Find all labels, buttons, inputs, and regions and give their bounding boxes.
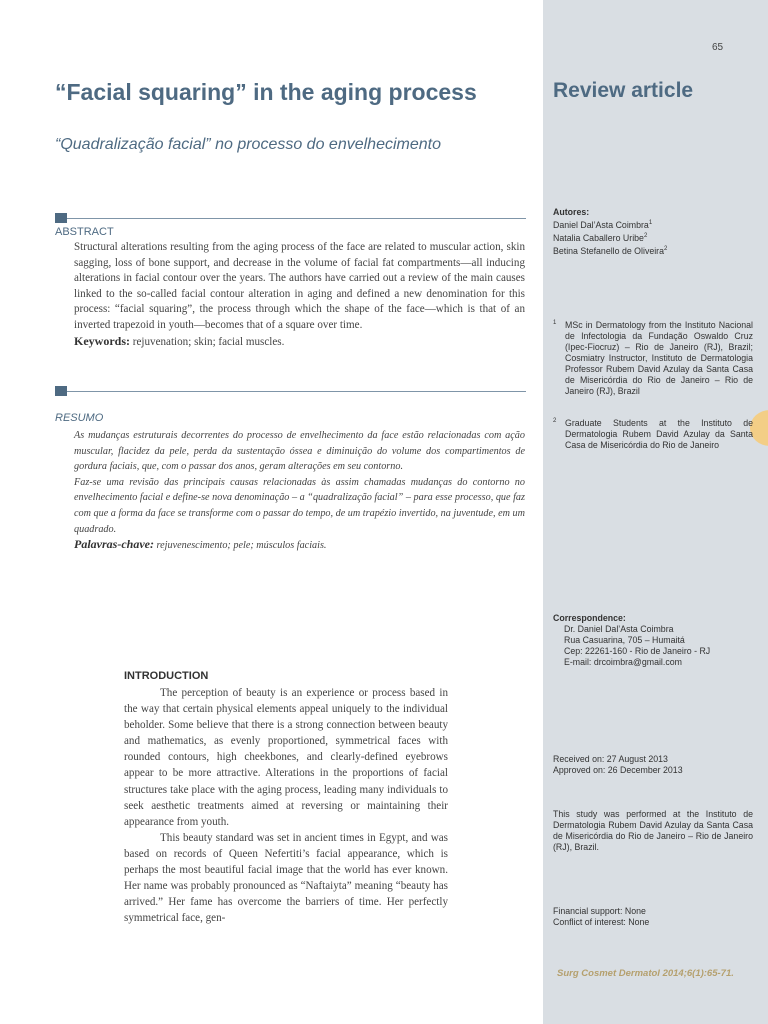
- correspondence-line: Dr. Daniel Dal’Asta Coimbra: [564, 624, 674, 634]
- article-type: Review article: [553, 79, 694, 102]
- resumo-heading: RESUMO: [55, 412, 104, 424]
- conflict-of-interest: Conflict of interest: None: [553, 917, 650, 927]
- journal-citation: Surg Cosmet Dermatol 2014;6(1):65-71.: [557, 968, 734, 979]
- approved-date: Approved on: 26 December 2013: [553, 765, 683, 775]
- author-item: Betina Stefanello de Oliveira$^2$: [553, 245, 668, 256]
- resumo-divider: [67, 391, 526, 392]
- abstract-body: [74, 240, 525, 350]
- keywords-text: rejuvenation; skin; facial muscles.: [132, 335, 285, 348]
- correspondence-line: Cep: 22261-160 - Rio de Janeiro - RJ: [564, 646, 711, 656]
- authors-block: [553, 207, 753, 257]
- introduction-paragraph-2: This beauty standard was set in ancient times in Egypt, and was based on records of Queen Nefertiti’s facial appearance, which is perhaps the most beautiful facial image that the world has ever known. Her name was probably pronounced as “Naftaiyta” meaning “beauty has arrived.” Her fame has overcome the barriers of time. Her perfectly symmetrical face, gen-: [124, 831, 448, 925]
- affiliation-mark: 1: [553, 320, 557, 326]
- article-title: “Facial squaring” in the aging process: [55, 79, 477, 105]
- dates-block: [553, 754, 753, 776]
- affiliation-text: MSc in Dermatology from the Instituto Nacional de Infectologia da Fundação Oswaldo Cruz (Ipec-Fiocruz) – Rio de Janeiro (RJ), Brazil; Cosmiatry Instructor, Instituto de Dermatologia Professor Rubem David Azulay da Santa Casa de Misericórdia do Rio de Janeiro – Rio de Janeiro (RJ), Brazil: [565, 320, 753, 396]
- author-item: Daniel Dal’Asta Coimbra$^1$: [553, 219, 653, 230]
- author-item: Natalia Caballero Uribe$^2$: [553, 232, 648, 243]
- affiliation-mark: 2: [553, 418, 557, 424]
- right-sidebar: [543, 0, 768, 1024]
- abstract-marker: [55, 213, 67, 223]
- correspondence-email: E-mail: drcoimbra@gmail.com: [564, 657, 682, 667]
- keywords-label: Keywords:: [74, 333, 130, 348]
- palavras-chave-label: Palavras-chave:: [74, 537, 154, 552]
- introduction-paragraph-1: The perception of beauty is an experience or process based in the way that certain physical elements appeal uniquely to the individual beholder. Some believe that there is a strong connection between beauty and mathematics, as evenly proportioned, symmetrical faces with rounded contours, high cheekbones, and clearly-defined eyebrows appear to be more attractive. Alterations in the proportions of facial structures take place with the aging process, leading many individuals to seek aesthetic treatments aimed at reversing or maintaining their appearance from youth.: [124, 687, 448, 828]
- resumo-paragraph-1: As mudanças estruturais decorrentes do processo de envelhecimento da face estão relacionadas com ação muscular, flacidez da pele, perda da sustentação óssea e diminuição do volume dos compartimentos de gordura faciais, que, com o passar dos anos, geram alterações em seu contorno.: [74, 430, 525, 473]
- article-subtitle: “Quadralização facial” no processo do envelhecimento: [55, 136, 441, 153]
- abstract-divider: [67, 218, 526, 219]
- page-number: 65: [712, 42, 724, 53]
- resumo-marker: [55, 386, 67, 396]
- authors-heading: Autores:: [553, 207, 590, 217]
- received-date: Received on: 27 August 2013: [553, 754, 668, 764]
- abstract-text: Structural alterations resulting from the aging process of the face are related to muscular action, skin sagging, loss of bone support, and decrease in the volume of facial fat compartments—all inducing alterations in facial contour over the years. The authors have carried out a review of the main causes linked to the so-called facial contour alteration in aging and defined a new denomination for this process: “facial squaring”, the process through which the shape of the face—which is that of an inverted trapezoid in youth—becomes that of a square over time.: [74, 241, 525, 331]
- financial-support: Financial support: None: [553, 906, 646, 916]
- resumo-body: [74, 428, 525, 554]
- correspondence-line: Rua Casuarina, 705 – Humaitá: [564, 635, 685, 645]
- abstract-heading: ABSTRACT: [55, 226, 114, 238]
- affiliation-2: [553, 418, 753, 451]
- study-note: This study was performed at the Instituto de Dermatologia Rubem David Azulay da Santa Casa de Misericórdia do Rio de Janeiro – Rio de Janeiro (RJ), Brazil.: [553, 809, 753, 852]
- resumo-paragraph-2: Faz-se uma revisão das principais causas relacionadas às assim chamadas mudanças do contorno no envelhecimento facial e define-se nova denominação – a “quadralização facial” – para esse processo, que faz com que a forma da face se transforme com o passar do tempo, de um trapézio invertido, na juventude, em um quadrado.: [74, 476, 525, 535]
- affiliation-1: [553, 320, 753, 397]
- funding-block: [553, 906, 753, 928]
- introduction-heading: INTRODUCTION: [124, 670, 209, 682]
- introduction-body: [124, 685, 448, 926]
- affiliation-text: Graduate Students at the Instituto de Dermatologia Rubem David Azulay da Santa Casa de Misericórdia do Rio de Janeiro: [565, 418, 753, 450]
- correspondence-block: [553, 613, 753, 668]
- correspondence-heading: Correspondence:: [553, 613, 626, 623]
- palavras-chave-text: rejuvenescimento; pele; músculos faciais.: [156, 540, 327, 552]
